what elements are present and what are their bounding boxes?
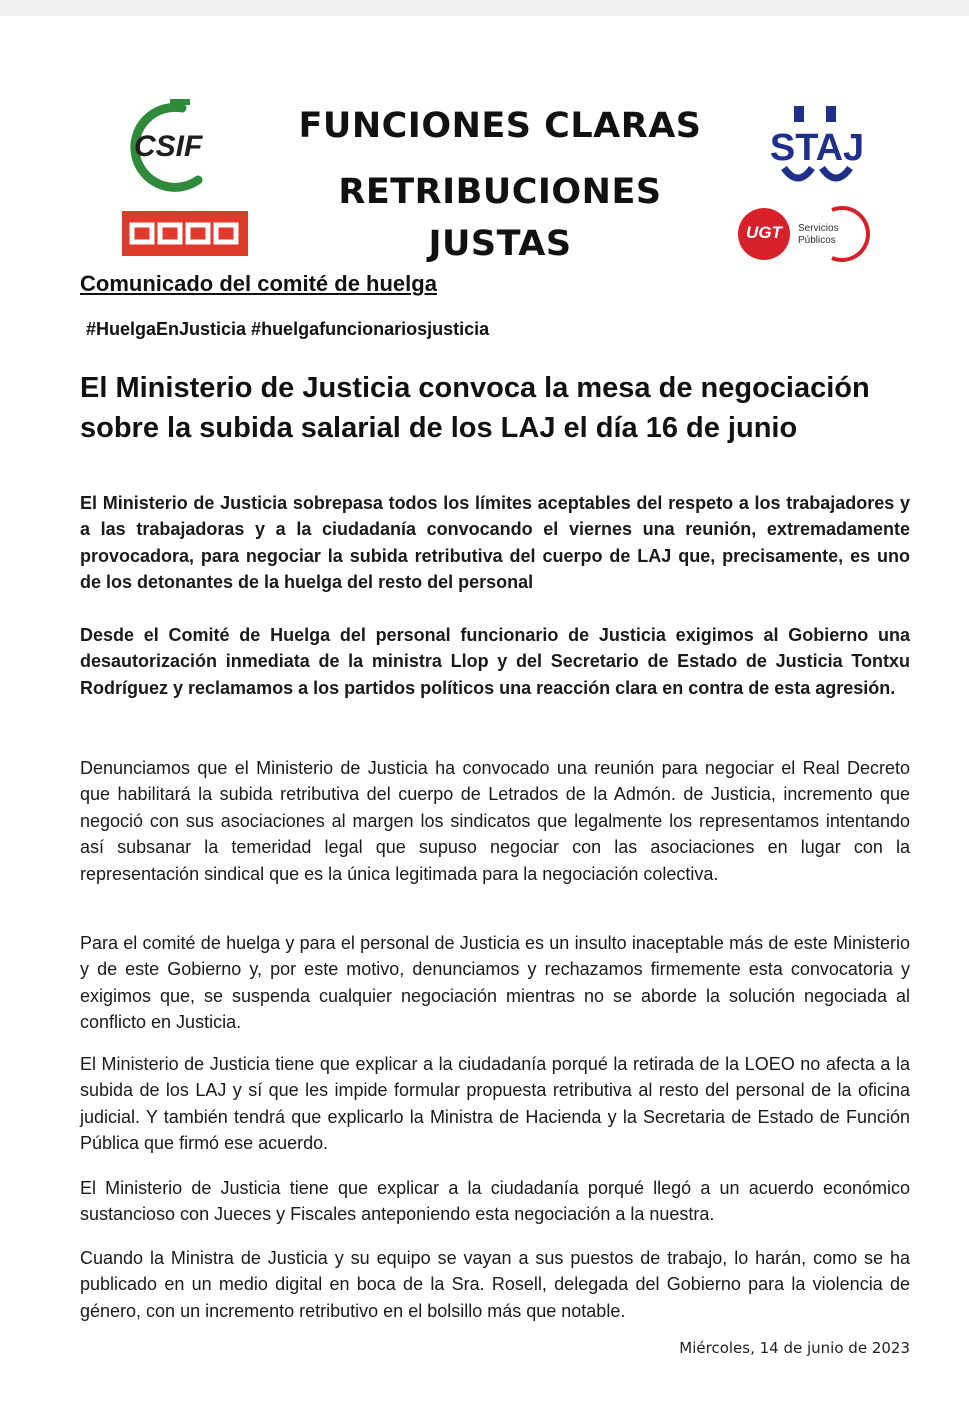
hashtags: #HuelgaEnJusticia #huelgafuncionariosjusticia <box>86 319 490 339</box>
paragraph-2: Desde el Comité de Huelga del personal funcionario de Justicia exigimos al Gobierno una desautorización inmediata de la ministra Llop y del Secretario de Estado de Justicia Tontxu Rodríguez y reclamamos a los partidos políticos una reacción clara en contra de esta agresión. <box>80 625 910 698</box>
paragraph-5: El Ministerio de Justicia tiene que explicar a la ciudadanía porqué la retirada de la LOEO no afecta a la subida de los LAJ y sí que les impide formular propuesta retributiva al resto del personal de la oficina judicial. Y también tendrá que explicarlo la Ministra de Hacienda y la Secretaria de Estado de Función Pública que firmó ese acuerdo. <box>80 1054 910 1154</box>
paragraph-7: Cuando la Ministra de Justicia y su equipo se vayan a sus puestos de trabajo, lo harán, como se ha publicado en un medio digital en boca de la Sra. Rosell, delegada del Gobierno para la violencia de género, con un incremento retributivo en el bolsillo más que notable. <box>80 1248 910 1321</box>
document-date: Miércoles, 14 de junio de 2023 <box>679 1339 910 1357</box>
ccoo-logo-text: CCOO <box>183 255 187 256</box>
ugt-sub-1: Servicios <box>798 223 839 234</box>
paragraph-3: Denunciamos que el Ministerio de Justicia ha convocado una reunión para negociar el Real Decreto que habilitará la subida retributiva del cuerpo de Letrados de la Admón. de Justicia, incremento que negoció con sus asociaciones al margen los sindicatos que legalmente los representamos intentando así subsanar la temeridad legal que supuso negociar con las asociaciones en lugar con la representación sindical que es la única legitimada para la negociación colectiva. <box>80 758 910 884</box>
staj-logo <box>769 104 865 188</box>
ugt-logo <box>736 204 860 264</box>
paragraph-6: El Ministerio de Justicia tiene que explicar a la ciudadanía porqué llegó a un acuerdo económico sustancioso con Jueces y Fiscales anteponiendo esta negociación a la nuestra. <box>80 1178 910 1225</box>
csif-logo-text: CSIF <box>134 130 203 163</box>
header-line-3: JUSTAS <box>428 224 572 264</box>
paragraph-4: Para el comité de huelga y para el personal de Justicia es un insulto inaceptable más de este Ministerio y de este Gobierno y, por este motivo, denunciamos y rechazamos firmemente esta convocatoria y exigimos que, se suspenda cualquier negociación mientras no se aborde la solución negociada al conflicto en Justicia. <box>80 933 910 1033</box>
paragraph-1: El Ministerio de Justicia sobrepasa todos los límites aceptables del respeto a los trabajadores y a las trabajadoras y a la ciudadanía convocando el viernes una reunión, extremadamente provocadora, para negociar la subida retributiva del cuerpo de LAJ que, precisamente, es uno de los detonantes de la huelga del resto del personal <box>80 493 910 593</box>
staj-logo-text: STAJ <box>769 127 865 169</box>
csif-logo <box>120 94 220 194</box>
header-line-1: FUNCIONES CLARAS <box>298 106 702 146</box>
ugt-logo-text: UGT <box>746 223 782 242</box>
ugt-sub-2: Públicos <box>798 235 836 246</box>
ccoo-logo <box>122 211 248 256</box>
header-line-2: RETRIBUCIONES <box>338 172 662 212</box>
headline: El Ministerio de Justicia convoca la mesa de negociación sobre la subida salarial de los LAJ el día 16 de junio <box>80 372 870 444</box>
document-page <box>0 16 969 1416</box>
communique-title: Comunicado del comité de huelga <box>80 271 437 296</box>
